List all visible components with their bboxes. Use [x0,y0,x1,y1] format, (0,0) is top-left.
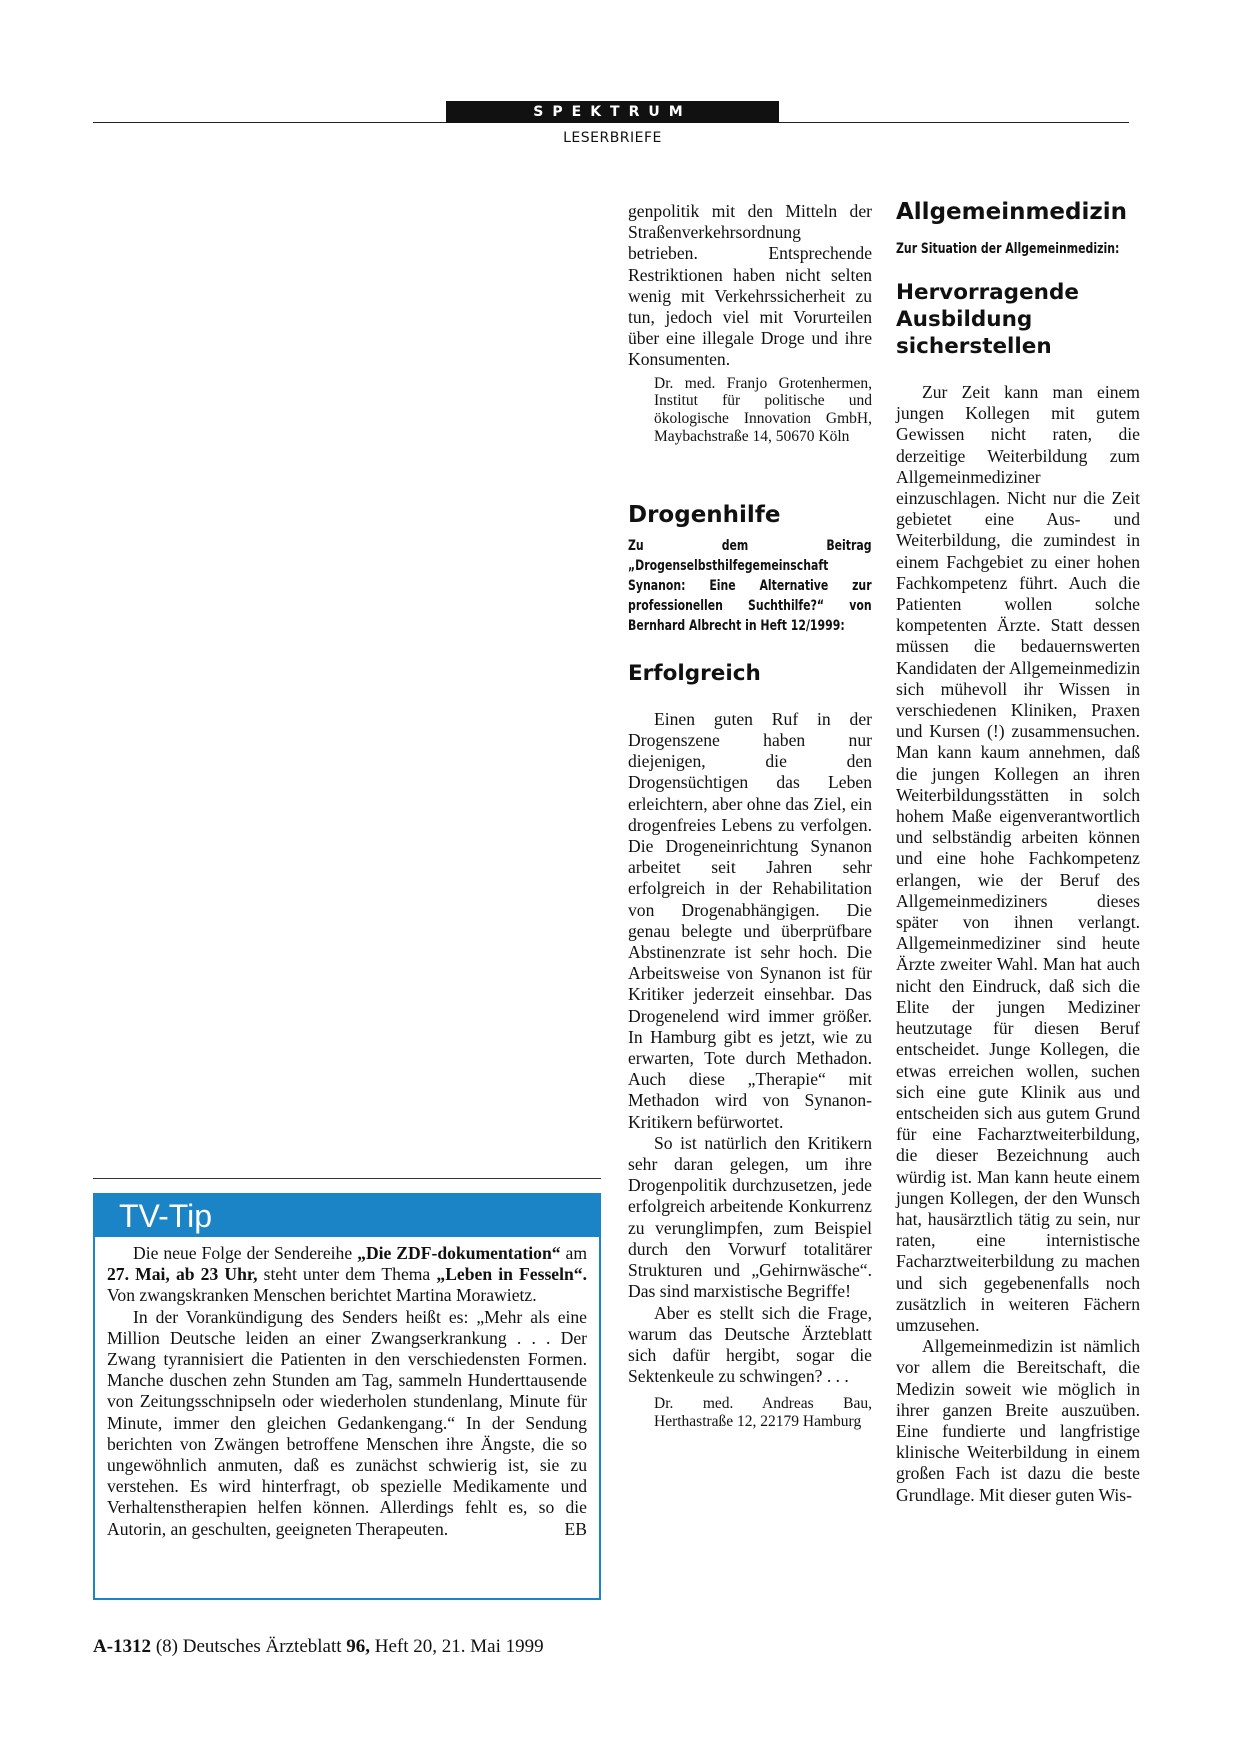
letter-paragraph: Allgemeinmedizin ist nämlich vor allem die Bereitschaft, die Medizin soweit wie möglich in ihrer ganzen Breite auszuüben. Eine fundierte und langfristige klinische Weiterbildung in einem großen Fach ist dazu die beste Grundlage. Mit dieser guten Wis- [896,1336,1140,1505]
tv-tip-rule [93,1178,601,1179]
letter-paragraph: Einen guten Ruf in der Drogenszene haben nur diejenigen, die den Drogensüchtigen das Leben erleichtern, aber ohne das Ziel, ein drogenfreies Lebens zu verfolgen. Die Drogeneinrichtung Synanon arbeitet seit Jahren sehr erfolgreich in der Rehabilitation von Drogenabhängigen. Die genau belegte und überprüfbare Abstinenzrate ist sehr hoch. Die Arbeitsweise von Synanon ist für Kritiker jederzeit einsehbar. Das Drogenelend wird immer größer. In Hamburg gibt es jetzt, wie zu erwarten, Tote durch Methadon. Auch diese „Therapie“ mit Methadon wird von Synanon-Kritikern befürwortet. [628,708,872,1132]
episode-title: „Leben in Fesseln“. [436,1264,587,1285]
article-reference: Zu dem Beitrag „Drogenselbsthilfegemeinschaft Synanon: Eine Alternative zur professionellen Suchthilfe?“ von Bernhard Albrecht in Heft 12/1999: [628,537,872,634]
right-column [896,197,1140,1506]
text-run: steht unter dem Thema [257,1264,437,1285]
letter-paragraph: Aber es stellt sich die Frage, warum das Deutsche Ärzteblatt sich dafür hergibt, sogar die Sektenkeule zu schwingen? . . . [628,1302,872,1387]
letter-signature: Dr. med. Andreas Bau, Herthastraße 12, 22179 Hamburg [654,1395,872,1431]
tv-tip-title: TV-Tip [95,1195,599,1237]
rubric-title: Allgemeinmedizin [896,199,1128,225]
tv-tip-paragraph [107,1243,587,1307]
page-footer [93,1635,544,1659]
tv-tip-box [93,1193,601,1600]
broadcast-time: 27. Mai, ab 23 Uhr, [107,1264,258,1285]
letter-headline: Erfolgreich [628,660,761,686]
program-title: „Die ZDF-dokumentation“ [357,1243,561,1263]
issue-info: Heft 20, 21. Mai 1999 [370,1636,544,1657]
middle-column [628,201,872,1431]
continued-text: genpolitik mit den Mitteln der Straßenverkehrsordnung betrieben. Entsprechende Restriktionen haben nicht selten wenig mit Verkehrssicherheit zu tun, jedoch viel mit Vorurteilen über eine illegale Droge und ihre Konsumenten. [628,201,872,370]
page-number: A-1312 [93,1636,152,1657]
text-run: In der Vorankündigung des Senders heißt es: „Mehr als eine Million Deutsche leiden an einer Zwangserkrankung . . . Der Zwang tyrannisiert die Patienten in den verschiedensten Formen. Manche duschen zehn Stunden am Tag, sammeln Hunderttausende von Zeitungsschnipseln oder wiederholen stundenlang, Minute für Minute, immer den gleichen Gedankengang.“ In der Sendung berichten von Zwängen betroffene Menschen ihre Ängste, die so ungewöhnlich anmuten, daß es zunächst schwierig ist, sie zu verstehen. Es wird hinterfragt, ob spezielle Medikamente und Verhaltenstherapien helfen können. Allerdings fehlt es, so die Autorin, an geschulten, geeigneten Therapeuten. [107,1306,587,1539]
tv-tip-body [95,1237,599,1540]
text-run: am [560,1243,588,1263]
volume-number: 96, [346,1636,371,1657]
section-banner: SPEKTRUM [446,101,779,123]
section-subtitle: LESERBRIEFE [563,130,662,146]
tv-tip-paragraph [107,1307,587,1540]
journal-name: (8) Deutsches Ärzteblatt [151,1636,347,1657]
article-reference: Zur Situation der Allgemeinmedizin: [896,241,1120,257]
letter-headline: Hervorragende Ausbildung sicherstellen [896,280,1079,359]
text-run: Von zwangskranken Menschen berichtet Martina Morawietz. [107,1285,537,1306]
text-run: Die neue Folge der Sendereihe [133,1243,358,1263]
letter-signature: Dr. med. Franjo Grotenhermen, Institut für politische und ökologische Innovation GmbH, Maybachstraße 14, 50670 Köln [654,374,872,446]
rubric-title: Drogenhilfe [628,501,781,528]
letter-paragraph: Zur Zeit kann man einem jungen Kollegen mit gutem Gewissen nicht raten, die derzeitige Weiterbildung zum Allgemeinmediziner einzuschlagen. Nicht nur die Zeit gebietet eine Aus- und Weiterbildung, die zumindest in einem Fachgebiet zu einer hohen Fachkompetenz führt. Auch die Patienten wollen solche kompetenten Ärzte. Statt dessen müssen die bedauernswerten Kandidaten der Allgemeinmedizin sich mühevoll ihr Wissen in verschiedenen Kliniken, Praxen und Kursen (!) zusammensuchen. Man kann kaum annehmen, daß die jungen Kollegen an ihren Weiterbildungsstätten in solch hohem Maße eigenverantwortlich und selbständig arbeiten können und eine hohe Fachkompetenz erlangen, wie der Beruf des Allgemeinmediziners dieses später von ihnen verlangt. Allgemeinmediziner sind heute Ärzte zweiter Wahl. Man hat auch nicht den Eindruck, daß sich die Elite der jungen Mediziner heutzutage für diesen Beruf entscheidet. Junge Kollegen, die etwas erreichen wollen, suchen sich eine gute Klinik aus und entscheiden sich aus gutem Grund für eine Facharztweiterbildung, die dieser Bezeichnung auch würdig ist. Man kann heute einem jungen Kollegen, der den Wunsch hat, hausärztlich tätig zu sein, nur raten, eine internistische Facharztweiterbildung zu machen und sich gegebenenfalls noch zusätzlich in weiteren Fächern umzusehen. [896,382,1140,1335]
author-initials: EB [564,1518,587,1539]
letter-paragraph: So ist natürlich den Kritikern sehr daran gelegen, um ihre Drogenpolitik durchzusetzen, jede erfolgreich arbeitende Konkurrenz zu verunglimpfen, zum Beispiel durch den Vorwurf totalitärer Strukturen und „Gehirnwäsche“. Das sind marxistische Begriffe! [628,1132,872,1302]
